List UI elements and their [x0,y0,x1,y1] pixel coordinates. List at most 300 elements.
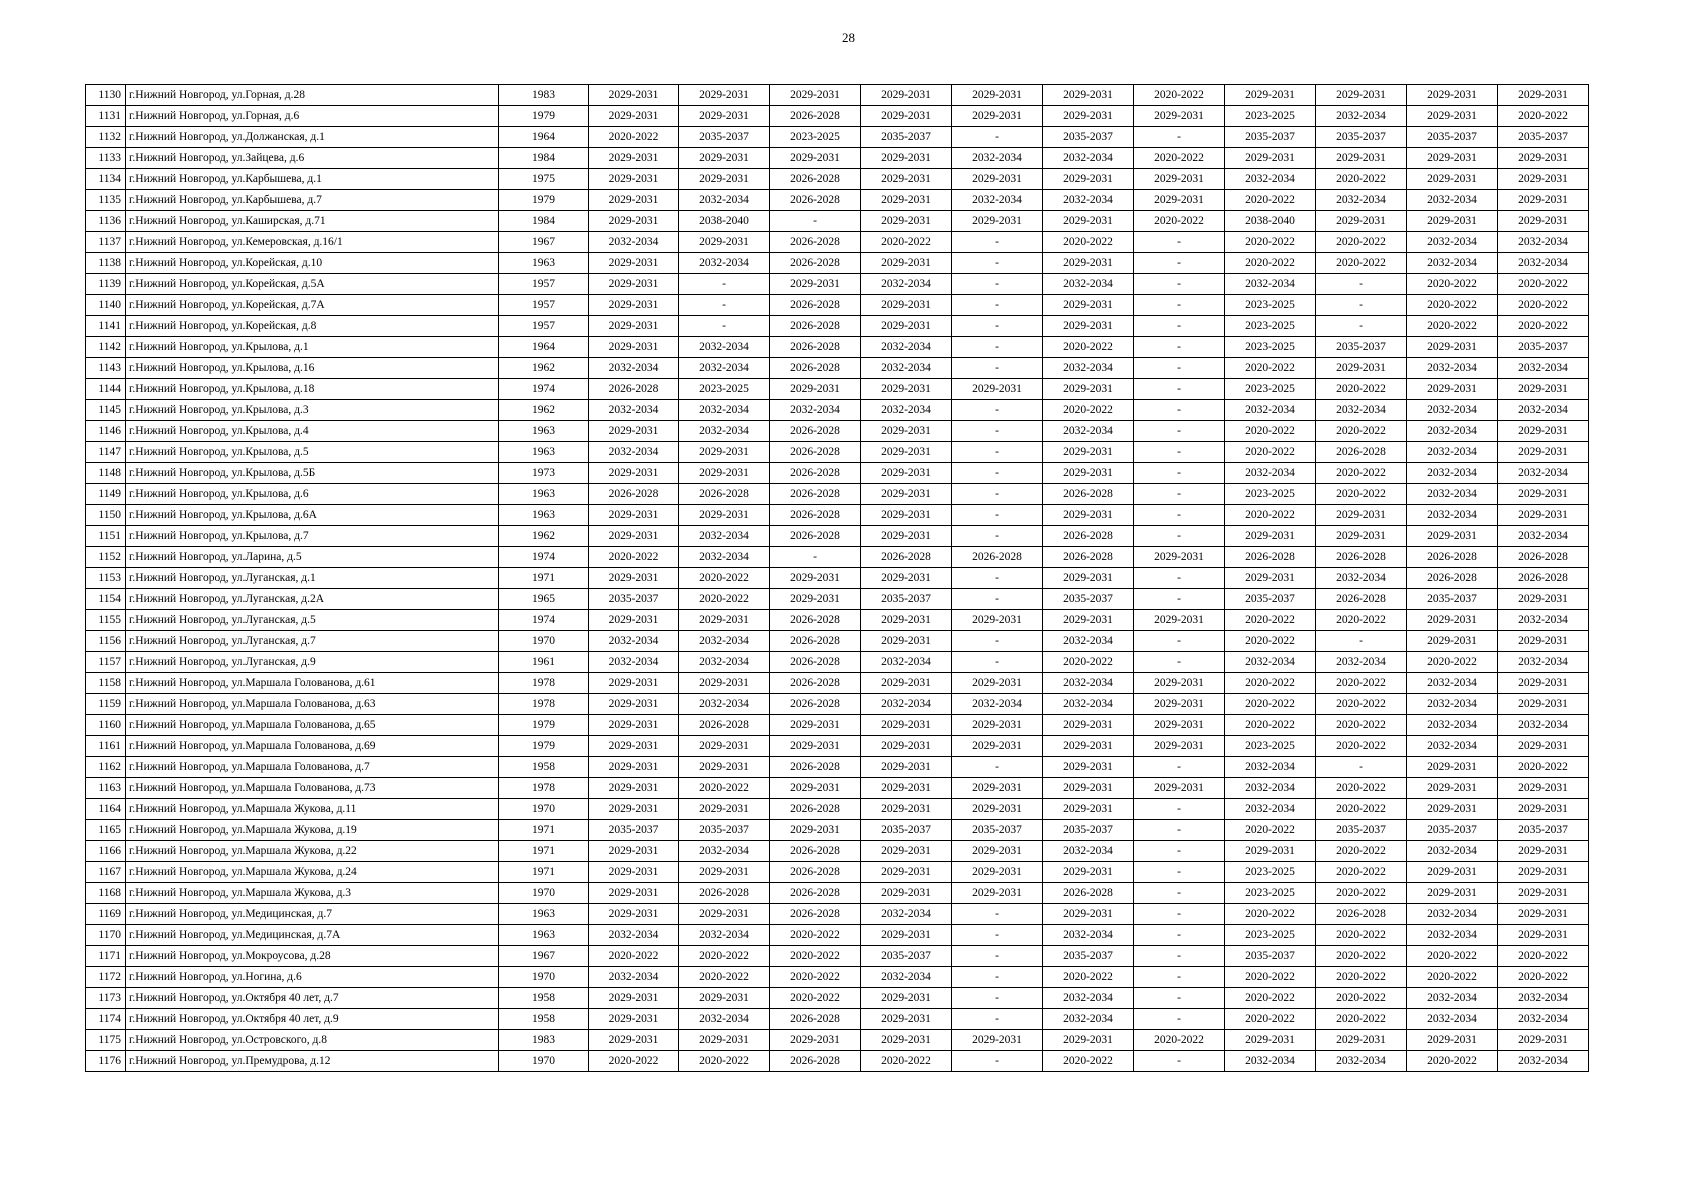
repair-period-cell: 2020-2022 [1316,841,1407,862]
repair-period-cell: 2029-2031 [1225,568,1316,589]
repair-period-cell: 2029-2031 [952,862,1043,883]
repair-period-cell: 2032-2034 [1498,652,1589,673]
address-cell: г.Нижний Новгород, ул.Островского, д.8 [126,1030,499,1051]
repair-period-cell: 2029-2031 [1498,736,1589,757]
repair-period-cell: 2029-2031 [952,841,1043,862]
year-built-cell: 1963 [499,253,589,274]
year-built-cell: 1979 [499,190,589,211]
repair-period-cell: 2029-2031 [1407,211,1498,232]
repair-period-cell: 2026-2028 [1407,568,1498,589]
repair-period-cell: 2020-2022 [770,988,861,1009]
repair-period-cell: - [1134,1009,1225,1030]
repair-period-cell: 2026-2028 [770,421,861,442]
repair-period-cell: 2020-2022 [1407,652,1498,673]
repair-period-cell: - [1134,820,1225,841]
table-row [86,1030,1589,1051]
repair-period-cell: 2023-2025 [1225,379,1316,400]
repair-period-cell: 2026-2028 [861,547,952,568]
address-cell: г.Нижний Новгород, ул.Ларина, д.5 [126,547,499,568]
repair-period-cell: 2026-2028 [679,484,770,505]
repair-period-cell: 2035-2037 [1316,820,1407,841]
year-built-cell: 1978 [499,778,589,799]
row-number-cell: 1167 [86,862,126,883]
address-cell: г.Нижний Новгород, ул.Луганская, д.5 [126,610,499,631]
row-number-cell: 1172 [86,967,126,988]
year-built-cell: 1958 [499,757,589,778]
repair-period-cell: 2029-2031 [1498,379,1589,400]
repair-period-cell: 2029-2031 [1316,148,1407,169]
repair-period-cell: 2023-2025 [1225,736,1316,757]
repair-period-cell: 2029-2031 [589,757,679,778]
repair-period-cell: 2032-2034 [952,694,1043,715]
year-built-cell: 1971 [499,862,589,883]
year-built-cell: 1963 [499,442,589,463]
repair-period-cell: 2020-2022 [1225,631,1316,652]
repair-period-cell: 2032-2034 [861,652,952,673]
repair-period-cell: 2029-2031 [861,526,952,547]
address-cell: г.Нижний Новгород, ул.Крылова, д.6А [126,505,499,526]
repair-period-cell: 2029-2031 [770,736,861,757]
repair-period-cell: 2026-2028 [1316,442,1407,463]
repair-period-cell: 2020-2022 [1407,967,1498,988]
repair-period-cell: - [952,967,1043,988]
row-number-cell: 1136 [86,211,126,232]
address-cell: г.Нижний Новгород, ул.Ногина, д.6 [126,967,499,988]
repair-period-cell: 2029-2031 [1407,757,1498,778]
repair-period-cell: 2032-2034 [679,547,770,568]
repair-period-cell: 2029-2031 [1225,1030,1316,1051]
year-built-cell: 1979 [499,736,589,757]
repair-period-cell: 2029-2031 [1498,148,1589,169]
repair-period-cell: 2026-2028 [1316,589,1407,610]
address-cell: г.Нижний Новгород, ул.Крылова, д.4 [126,421,499,442]
year-built-cell: 1965 [499,589,589,610]
table-row [86,673,1589,694]
repair-period-cell: 2032-2034 [1407,442,1498,463]
repair-period-cell: - [679,316,770,337]
address-cell: г.Нижний Новгород, ул.Крылова, д.6 [126,484,499,505]
repair-period-cell: 2023-2025 [1225,316,1316,337]
repair-period-cell: 2032-2034 [1407,988,1498,1009]
repair-period-cell: 2020-2022 [1407,295,1498,316]
repair-period-cell: 2029-2031 [1043,85,1134,106]
repair-period-cell: 2032-2034 [1498,988,1589,1009]
table-row [86,484,1589,505]
year-built-cell: 1962 [499,400,589,421]
repair-period-cell: - [952,946,1043,967]
address-cell: г.Нижний Новгород, ул.Маршала Жукова, д.19 [126,820,499,841]
year-built-cell: 1979 [499,715,589,736]
repair-period-cell: 2029-2031 [1498,169,1589,190]
repair-period-cell: 2029-2031 [589,883,679,904]
repair-period-cell: 2020-2022 [1316,925,1407,946]
address-cell: г.Нижний Новгород, ул.Должанская, д.1 [126,127,499,148]
repair-period-cell: 2029-2031 [861,568,952,589]
year-built-cell: 1970 [499,967,589,988]
repair-period-cell: 2029-2031 [952,85,1043,106]
repair-period-cell: 2020-2022 [1316,232,1407,253]
repair-period-cell: 2029-2031 [1043,379,1134,400]
address-cell: г.Нижний Новгород, ул.Зайцева, д.6 [126,148,499,169]
row-number-cell: 1137 [86,232,126,253]
table-row [86,757,1589,778]
repair-period-cell: 2026-2028 [770,106,861,127]
repair-period-cell: 2029-2031 [861,883,952,904]
repair-period-cell: 2029-2031 [861,631,952,652]
repair-period-cell: 2032-2034 [1043,925,1134,946]
repair-period-cell: 2029-2031 [861,673,952,694]
repair-period-cell: - [1134,274,1225,295]
repair-period-cell: 2032-2034 [1316,190,1407,211]
repair-period-cell: 2029-2031 [952,673,1043,694]
repair-period-cell: 2026-2028 [770,169,861,190]
repair-period-cell: 2035-2037 [1407,589,1498,610]
year-built-cell: 1971 [499,820,589,841]
repair-period-cell: 2032-2034 [1043,988,1134,1009]
row-number-cell: 1164 [86,799,126,820]
repair-period-cell: - [1134,925,1225,946]
repair-period-cell: 2032-2034 [1225,274,1316,295]
repair-period-cell: 2029-2031 [770,715,861,736]
repair-period-cell: 2029-2031 [589,841,679,862]
repair-period-cell: - [1134,127,1225,148]
repair-period-cell: 2032-2034 [1407,463,1498,484]
repair-period-cell: 2020-2022 [1225,820,1316,841]
repair-period-cell: 2023-2025 [1225,484,1316,505]
address-cell: г.Нижний Новгород, ул.Крылова, д.1 [126,337,499,358]
repair-period-cell: 2032-2034 [1407,715,1498,736]
repair-period-cell: 2032-2034 [679,925,770,946]
repair-period-cell: 2029-2031 [1134,673,1225,694]
table-row [86,295,1589,316]
repair-period-cell: 2029-2031 [861,862,952,883]
repair-period-cell: - [1134,631,1225,652]
repair-period-cell: 2020-2022 [1225,904,1316,925]
repair-period-cell: 2029-2031 [861,463,952,484]
repair-period-cell: 2029-2031 [589,316,679,337]
repair-period-cell: - [952,316,1043,337]
repair-period-cell: 2026-2028 [770,841,861,862]
address-cell: г.Нижний Новгород, ул.Маршала Жукова, д.22 [126,841,499,862]
repair-period-cell: 2029-2031 [1498,421,1589,442]
table-row [86,904,1589,925]
repair-period-cell: 2029-2031 [1407,799,1498,820]
repair-period-cell: 2032-2034 [1225,652,1316,673]
repair-period-cell: 2026-2028 [770,1051,861,1072]
repair-period-cell: 2035-2037 [1316,127,1407,148]
repair-period-cell: - [1134,463,1225,484]
year-built-cell: 1974 [499,379,589,400]
repair-period-cell: 2026-2028 [1407,547,1498,568]
repair-period-cell: 2032-2034 [1043,274,1134,295]
repair-period-cell: 2020-2022 [1316,673,1407,694]
repair-period-cell: 2032-2034 [1316,1051,1407,1072]
repair-period-cell: 2029-2031 [770,274,861,295]
table-row [86,925,1589,946]
repair-period-cell: 2029-2031 [952,778,1043,799]
repair-period-cell: 2032-2034 [861,400,952,421]
repair-period-cell: 2026-2028 [952,547,1043,568]
repair-period-cell: - [952,442,1043,463]
repair-period-cell: 2026-2028 [770,799,861,820]
repair-period-cell: 2029-2031 [1134,715,1225,736]
row-number-cell: 1132 [86,127,126,148]
address-cell: г.Нижний Новгород, ул.Медицинская, д.7А [126,925,499,946]
repair-period-cell: 2020-2022 [1134,148,1225,169]
repair-period-cell: 2032-2034 [1225,799,1316,820]
repair-period-cell: 2020-2022 [1043,1051,1134,1072]
row-number-cell: 1174 [86,1009,126,1030]
repair-period-cell: 2029-2031 [1134,736,1225,757]
repair-period-cell: 2029-2031 [1498,883,1589,904]
repair-period-cell: 2029-2031 [861,211,952,232]
repair-period-cell: 2029-2031 [589,106,679,127]
repair-period-cell: 2020-2022 [1225,232,1316,253]
repair-period-cell: 2020-2022 [1498,295,1589,316]
repair-period-cell: 2020-2022 [589,547,679,568]
repair-period-cell: 2032-2034 [1043,148,1134,169]
row-number-cell: 1154 [86,589,126,610]
repair-period-cell: 2020-2022 [1225,253,1316,274]
repair-period-cell: 2029-2031 [952,106,1043,127]
row-number-cell: 1153 [86,568,126,589]
table-row [86,1009,1589,1030]
row-number-cell: 1156 [86,631,126,652]
repair-period-cell: 2032-2034 [679,337,770,358]
repair-period-cell: 2020-2022 [1316,379,1407,400]
address-cell: г.Нижний Новгород, ул.Корейская, д.8 [126,316,499,337]
repair-period-cell: 2029-2031 [1225,148,1316,169]
repair-period-cell: 2029-2031 [1316,505,1407,526]
repair-period-cell: 2032-2034 [679,1009,770,1030]
repair-period-cell: 2032-2034 [1043,421,1134,442]
repair-period-cell: 2023-2025 [679,379,770,400]
repair-period-cell: 2026-2028 [770,232,861,253]
repair-period-cell: 2032-2034 [1316,400,1407,421]
year-built-cell: 1963 [499,421,589,442]
repair-period-cell: 2029-2031 [1043,568,1134,589]
address-cell: г.Нижний Новгород, ул.Крылова, д.5Б [126,463,499,484]
table-row [86,820,1589,841]
year-built-cell: 1957 [499,316,589,337]
repair-period-cell: 2029-2031 [861,484,952,505]
address-cell: г.Нижний Новгород, ул.Луганская, д.9 [126,652,499,673]
repair-period-cell: 2029-2031 [1225,526,1316,547]
repair-period-cell: 2035-2037 [589,820,679,841]
repair-period-cell: 2029-2031 [861,1009,952,1030]
table-row [86,736,1589,757]
row-number-cell: 1131 [86,106,126,127]
repair-period-cell: 2020-2022 [589,1051,679,1072]
repair-period-cell: 2020-2022 [1225,988,1316,1009]
repair-period-cell: 2029-2031 [861,799,952,820]
repair-period-cell: - [952,274,1043,295]
repair-period-cell: 2029-2031 [1134,190,1225,211]
repair-period-cell: - [1316,316,1407,337]
address-cell: г.Нижний Новгород, ул.Мокроусова, д.28 [126,946,499,967]
table-row [86,211,1589,232]
repair-period-cell: 2023-2025 [1225,883,1316,904]
repair-period-cell: 2032-2034 [1043,190,1134,211]
repair-period-cell: 2020-2022 [679,946,770,967]
repair-period-cell: 2032-2034 [679,421,770,442]
table-row [86,379,1589,400]
repair-period-cell: 2026-2028 [1316,904,1407,925]
repair-period-cell: 2029-2031 [770,1030,861,1051]
table-row [86,610,1589,631]
repair-period-cell: 2029-2031 [1043,211,1134,232]
repair-period-cell: 2029-2031 [589,337,679,358]
page-number: 28 [842,30,855,45]
repair-period-cell: 2020-2022 [770,967,861,988]
row-number-cell: 1169 [86,904,126,925]
repair-period-cell: 2029-2031 [1043,862,1134,883]
repair-period-cell: 2020-2022 [1407,274,1498,295]
row-number-cell: 1168 [86,883,126,904]
table-row [86,988,1589,1009]
repair-period-cell: 2029-2031 [1407,778,1498,799]
repair-period-cell: 2020-2022 [1316,778,1407,799]
repair-period-cell: - [952,253,1043,274]
repair-period-cell: 2029-2031 [1407,106,1498,127]
repair-period-cell: 2032-2034 [1498,232,1589,253]
repair-period-cell: - [1134,883,1225,904]
repair-period-cell: 2032-2034 [1407,673,1498,694]
repair-period-cell: 2026-2028 [1043,547,1134,568]
repair-period-cell: 2026-2028 [770,883,861,904]
year-built-cell: 1963 [499,484,589,505]
repair-period-cell: 2032-2034 [1407,841,1498,862]
repair-period-cell: 2029-2031 [952,883,1043,904]
repair-period-cell: 2029-2031 [952,715,1043,736]
repair-period-cell: 2020-2022 [1043,967,1134,988]
repair-period-cell: 2032-2034 [679,694,770,715]
year-built-cell: 1974 [499,610,589,631]
repair-period-cell: 2029-2031 [1498,862,1589,883]
repair-period-cell: - [952,1009,1043,1030]
repair-period-cell: 2032-2034 [1043,358,1134,379]
row-number-cell: 1160 [86,715,126,736]
repair-period-cell: 2020-2022 [1407,316,1498,337]
table-row [86,400,1589,421]
year-built-cell: 1971 [499,568,589,589]
table-row [86,778,1589,799]
repair-period-cell: - [952,127,1043,148]
repair-period-cell: 2029-2031 [1134,106,1225,127]
repair-period-cell: 2020-2022 [1316,967,1407,988]
row-number-cell: 1152 [86,547,126,568]
repair-period-cell: 2029-2031 [589,274,679,295]
address-cell: г.Нижний Новгород, ул.Маршала Голованова, д.73 [126,778,499,799]
repair-period-cell: 2029-2031 [1498,631,1589,652]
table-row [86,652,1589,673]
repair-period-cell: 2029-2031 [679,106,770,127]
repair-period-cell: 2026-2028 [1225,547,1316,568]
repair-period-cell: 2035-2037 [1225,589,1316,610]
repair-period-cell: 2020-2022 [1316,484,1407,505]
row-number-cell: 1165 [86,820,126,841]
repair-period-cell: - [679,274,770,295]
repair-period-cell: 2020-2022 [1225,505,1316,526]
repair-period-cell: 2029-2031 [1316,526,1407,547]
repair-period-cell: 2020-2022 [1498,106,1589,127]
row-number-cell: 1159 [86,694,126,715]
row-number-cell: 1134 [86,169,126,190]
year-built-cell: 1970 [499,799,589,820]
repair-period-cell: 2020-2022 [1225,190,1316,211]
table-row [86,799,1589,820]
repair-period-cell: 2029-2031 [589,211,679,232]
repair-period-cell: 2029-2031 [1407,85,1498,106]
repair-period-cell: 2032-2034 [1407,190,1498,211]
repair-period-cell: 2032-2034 [589,652,679,673]
repair-period-cell: - [1134,253,1225,274]
repair-period-cell: 2032-2034 [1407,904,1498,925]
repair-period-cell: - [770,211,861,232]
repair-period-cell: - [1134,484,1225,505]
repair-period-cell: - [952,358,1043,379]
repair-period-cell: 2032-2034 [589,631,679,652]
repair-period-cell: 2020-2022 [861,1051,952,1072]
repair-period-cell: 2029-2031 [589,568,679,589]
repair-period-cell: 2032-2034 [1225,169,1316,190]
repair-period-cell: 2020-2022 [1316,799,1407,820]
address-cell: г.Нижний Новгород, ул.Маршала Жукова, д.24 [126,862,499,883]
repair-period-cell: 2032-2034 [1407,736,1498,757]
table-row [86,337,1589,358]
repair-period-cell: 2026-2028 [1043,484,1134,505]
row-number-cell: 1144 [86,379,126,400]
repair-period-cell: 2032-2034 [770,400,861,421]
repair-period-cell: 2029-2031 [861,253,952,274]
repair-period-cell: 2035-2037 [861,946,952,967]
repair-period-cell: 2029-2031 [589,673,679,694]
repair-period-cell: 2032-2034 [679,253,770,274]
row-number-cell: 1157 [86,652,126,673]
repair-period-cell: 2029-2031 [679,904,770,925]
year-built-cell: 1957 [499,295,589,316]
repair-period-cell: 2026-2028 [770,337,861,358]
row-number-cell: 1139 [86,274,126,295]
row-number-cell: 1175 [86,1030,126,1051]
table-row [86,946,1589,967]
year-built-cell: 1970 [499,883,589,904]
repair-period-cell: 2029-2031 [679,673,770,694]
repair-period-cell: 2032-2034 [1316,652,1407,673]
repair-period-cell: 2029-2031 [589,715,679,736]
year-built-cell: 1963 [499,904,589,925]
repair-period-cell: 2029-2031 [952,169,1043,190]
table-row [86,463,1589,484]
repair-period-cell: - [1134,799,1225,820]
repair-period-cell: 2020-2022 [1498,757,1589,778]
repair-period-cell: 2032-2034 [1407,505,1498,526]
row-number-cell: 1133 [86,148,126,169]
repair-period-cell: 2029-2031 [861,106,952,127]
repair-period-cell: - [952,1051,1043,1072]
repair-period-cell: 2032-2034 [1225,400,1316,421]
repair-period-cell: 2032-2034 [679,652,770,673]
repair-period-cell: 2020-2022 [1316,883,1407,904]
repair-period-cell: 2029-2031 [861,988,952,1009]
repair-period-cell: 2029-2031 [861,736,952,757]
repair-period-cell: 2020-2022 [1498,946,1589,967]
row-number-cell: 1166 [86,841,126,862]
repair-period-cell: 2032-2034 [1225,463,1316,484]
address-cell: г.Нижний Новгород, ул.Маршала Голованова, д.65 [126,715,499,736]
repair-period-cell: 2020-2022 [589,946,679,967]
repair-period-cell: 2029-2031 [589,85,679,106]
